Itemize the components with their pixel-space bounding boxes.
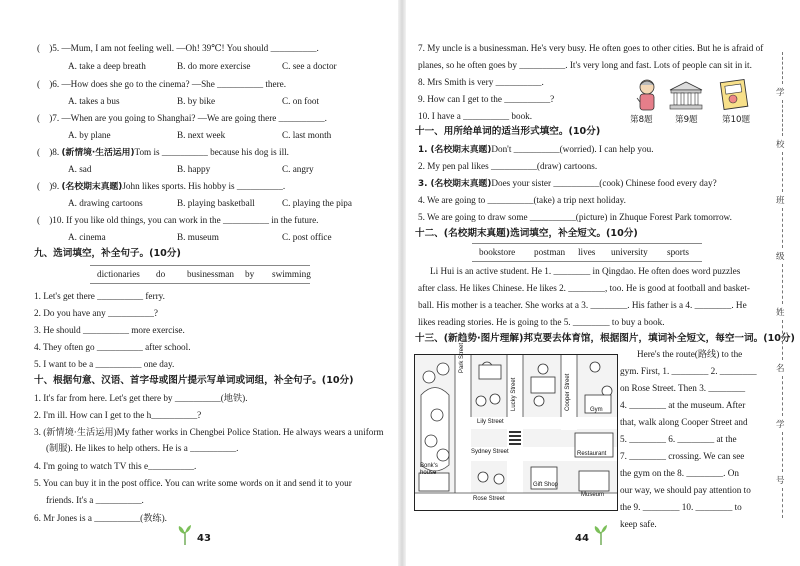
side-char: 学 xyxy=(776,420,785,430)
passage-line: Li Hui is an active student. He 1. ________ in Qingdao. He often does word puzzles xyxy=(430,266,741,276)
passage-line: keep safe. xyxy=(620,519,657,529)
mc-option-a: A. take a deep breath xyxy=(68,61,146,71)
dash-line xyxy=(782,432,783,472)
side-char: 姓 xyxy=(776,308,785,318)
section-13-title: 十三、(新趋势·图片理解)邦克要去体育馆，根据图片，填词补全短文，每空一词。(10分) xyxy=(415,333,795,344)
passage-line: Here's the route(路线) to the xyxy=(637,349,743,359)
mc-option-c: C. playing the pipa xyxy=(282,198,352,208)
mc-option-b: B. happy xyxy=(177,164,211,174)
mc-option-b: B. by bike xyxy=(177,96,216,106)
word-bank-word: swimming xyxy=(272,269,311,279)
mc-option-a: A. sad xyxy=(68,164,92,174)
museum-label: Museum xyxy=(581,492,605,498)
mc-question-7: ( )7. —When are you going to Shanghai? —We are going there __________. xyxy=(37,113,327,123)
mc-question-6: ( )6. —How does she go to the cinema? —She __________ there. xyxy=(37,79,287,89)
lily-street-label: Lily Street xyxy=(477,419,504,425)
dash-line xyxy=(782,152,783,192)
section-12-title: 十二、(名校期末真题)选词填空，补全短文。(10分) xyxy=(415,228,638,239)
fill-item: 10. I have a __________ book. xyxy=(418,111,533,121)
mc-option-c: C. post office xyxy=(282,232,332,242)
passage-line: that, walk along Cooper Street and xyxy=(620,417,748,427)
passage-line: 7. ________ crossing. We can see xyxy=(620,451,745,461)
fill-item: 5. You can buy it in the post office. You can write some words on it and send it to your xyxy=(34,478,352,488)
section-11-title: 十一、用所给单词的适当形式填空。(10分) xyxy=(415,126,601,137)
mc-option-c: C. angry xyxy=(282,164,314,174)
fill-item: 1. (名校期末真题)Don't __________(worried). I can help you. xyxy=(418,144,654,155)
fill-item: 3. (新情境·生活运用)My father works in Chengbei Police Station. He always wears a uniform xyxy=(34,427,384,437)
passage-line: our way, we should pay attention to xyxy=(620,485,751,495)
picture-label: 第10题 xyxy=(722,115,751,125)
fill-item: 3. He should __________ more exercise. xyxy=(34,325,185,335)
mc-option-c: C. on foot xyxy=(282,96,320,106)
passage-line: likes reading stories. He is going to the 5. ________ to buy a book. xyxy=(418,317,665,327)
passage-line: 4. ________ at the museum. After xyxy=(620,400,746,410)
mc-option-b: B. playing basketball xyxy=(177,198,255,208)
dash-line xyxy=(782,52,783,84)
side-char: 号 xyxy=(776,476,785,486)
lucky-street-label: Lucky Street xyxy=(511,377,517,411)
restaurant-label: Restaurant xyxy=(577,451,607,457)
fill-item: 2. My pen pal likes __________(draw) cartoons. xyxy=(418,161,598,171)
side-char: 班 xyxy=(776,196,785,206)
side-char: 级 xyxy=(776,252,785,262)
side-char: 学 xyxy=(776,88,785,98)
page-number: 44 xyxy=(575,533,589,544)
word-bank-12 xyxy=(472,243,702,262)
rose-street-label: Rose Street xyxy=(473,496,505,502)
grandma-picture-icon xyxy=(634,78,660,112)
mc-option-b: B. museum xyxy=(177,232,219,242)
word-bank-word: lives xyxy=(578,247,596,257)
park-street-label: Park Street xyxy=(459,342,465,373)
mc-question-5: ( )5. —Mum, I am not feeling well. —Oh! 39℃! You should __________. xyxy=(37,43,319,53)
fill-item: 6. Mr Jones is a __________(教练). xyxy=(34,513,167,523)
museum-building-icon xyxy=(668,80,704,110)
mc-question-10: ( )10. If you like old things, you can work in the __________ in the future. xyxy=(37,215,319,225)
route-map xyxy=(414,342,618,511)
word-bank-word: by xyxy=(245,269,255,279)
fill-item: 1. It's far from here. Let's get there by __________(地铁). xyxy=(34,393,248,403)
dash-line xyxy=(782,208,783,248)
fill-item: 1. Let's get there __________ ferry. xyxy=(34,291,165,301)
fill-item: 2. I'm ill. How can I get to the h__________? xyxy=(34,410,202,420)
picture-label: 第8题 xyxy=(630,115,653,125)
fill-item: 4. I'm going to watch TV this e__________. xyxy=(34,461,197,471)
mc-question-9: ( )9. (名校期末真题)John likes sports. His hobby is __________. xyxy=(37,181,286,192)
fill-item: 7. My uncle is a businessman. He's very busy. He often goes to other cities. But he is afraid of xyxy=(418,43,764,53)
mc-option-c: C. last month xyxy=(282,130,332,140)
passage-line: the gym on the 8. ________. On xyxy=(620,468,739,478)
side-char: 校 xyxy=(776,140,785,150)
mc-option-a: A. drawing cartoons xyxy=(68,198,143,208)
dash-line xyxy=(782,264,783,304)
word-bank-word: dictionaries xyxy=(97,269,140,279)
mc-question-8: ( )8. (新情境·生活运用)Tom is __________ because his dog is ill. xyxy=(37,147,289,158)
gift-shop-label: Gift Shop xyxy=(533,482,559,488)
cooper-street-label: Cooper Street xyxy=(565,373,571,411)
mc-option-b: B. next week xyxy=(177,130,226,140)
fill-item: 4. They often go __________ after school. xyxy=(34,342,191,352)
binding-line xyxy=(772,40,794,520)
sprout-icon xyxy=(592,524,610,546)
gym-label: Gym xyxy=(590,407,603,413)
passage-line: ball. His mother is a teacher. She works at a 3. ________. His father is a 4. ________. He xyxy=(418,300,747,310)
word-bank-word: businessman xyxy=(187,269,234,279)
mc-option-a: A. by plane xyxy=(68,130,111,140)
word-bank-word: university xyxy=(611,247,648,257)
page-number: 43 xyxy=(197,533,211,544)
dash-line xyxy=(782,320,783,360)
passage-line: on Rose Street. Then 3. ________ xyxy=(620,383,746,393)
section-10-title: 十、根据句意、汉语、首字母或图片提示写单词或词组，补全句子。(10分) xyxy=(34,375,354,386)
passage-line: 5. ________ 6. ________ at the xyxy=(620,434,737,444)
word-bank-word: sports xyxy=(667,247,689,257)
dash-line xyxy=(782,376,783,416)
side-char: 名 xyxy=(776,364,785,374)
fill-item: 9. How can I get to the __________? xyxy=(418,94,555,104)
fill-item: 4. We are going to __________(take) a trip next holiday. xyxy=(418,195,626,205)
mc-option-b: B. do more exercise xyxy=(177,61,251,71)
passage-line: gym. First, 1. ________ 2. ________ xyxy=(620,366,757,376)
dash-line xyxy=(782,488,783,518)
sydney-street-label: Sydney Street xyxy=(471,449,509,455)
fill-item: 8. Mrs Smith is very __________. xyxy=(418,77,544,87)
fill-item-cont: planes, so he often goes by __________. It's very long and fast. Lots of people can sit in it. xyxy=(418,60,752,70)
passage-line: after class. He likes Chinese. He likes 2. ________, too. He is good at football and basket- xyxy=(418,283,750,293)
dash-line xyxy=(782,100,783,136)
comic-book-icon xyxy=(718,78,750,110)
picture-label: 第9题 xyxy=(675,115,698,125)
fill-item-cont: friends. It's a __________. xyxy=(46,495,144,505)
word-bank-word: do xyxy=(156,269,166,279)
word-bank-word: postman xyxy=(534,247,566,257)
word-bank-word: bookstore xyxy=(479,247,516,257)
fill-item: 3. (名校期末真题)Does your sister __________(cook) Chinese food every day? xyxy=(418,178,717,189)
fill-item-cont: (制服). He likes to help others. He is a __________. xyxy=(46,443,239,453)
fill-item: 5. I want to be a __________ one day. xyxy=(34,359,175,369)
fill-item: 2. Do you have any __________? xyxy=(34,308,159,318)
mc-option-a: A. takes a bus xyxy=(68,96,120,106)
mc-option-c: C. see a doctor xyxy=(282,61,337,71)
passage-line: the 9. ________ 10. ________ to xyxy=(620,502,742,512)
bonks-house-label: Bonk's house xyxy=(420,463,438,476)
fill-item: 5. We are going to draw some __________(picture) in Zhuque Forest Park tomorrow. xyxy=(418,212,732,222)
section-9-title: 九、选词填空，补全句子。(10分) xyxy=(34,248,181,259)
mc-option-a: A. cinema xyxy=(68,232,106,242)
